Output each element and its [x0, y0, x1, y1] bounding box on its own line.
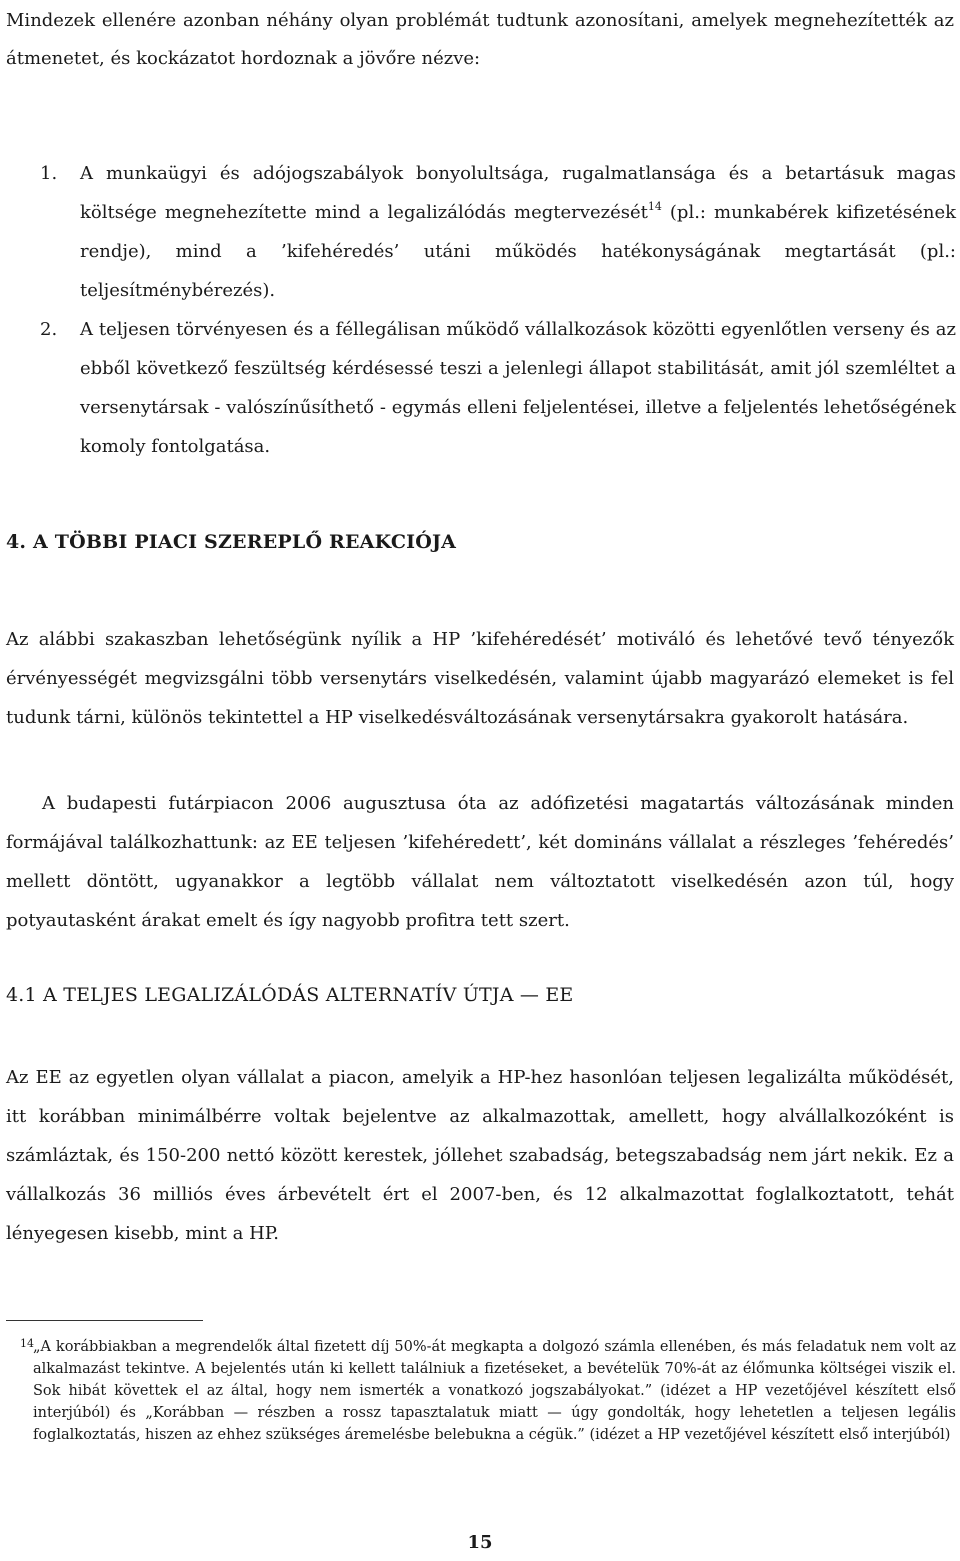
list-item-number: 1.	[40, 163, 58, 184]
list-item	[40, 154, 956, 310]
intro-paragraph: Mindezek ellenére azonban néhány olyan problémát tudtunk azonosítani, amelyek megnehezítették az átmenetet, és kockázatot hordoznak a jövőre nézve:	[6, 10, 954, 69]
body-paragraph: A budapesti futárpiacon 2006 augusztusa óta az adófizetési magatartás változásának minden formájával találkozhattunk: az EE teljesen ’kifehéredett’, két domináns vállalat a részleges ’fehéredés’ mellett döntött, ugyanakkor a legtöbb vállalat nem változtatott viselkedésén azon túl, hogy potyautasként árakat emelt és így nagyobb profitra tett szert.	[6, 793, 954, 931]
footnote-divider	[6, 1320, 203, 1321]
section-heading: 4. A TÖBBI PIACI SZEREPLŐ REAKCIÓJA	[6, 531, 457, 553]
body-paragraph: Az alábbi szakaszban lehetőségünk nyílik a HP ’kifehéredését’ motiváló és lehetővé tevő tényezők érvényességét megvizsgálni több versenytárs viselkedésén, valamint újabb magyarázó elemeket is fel tudunk tárni, különös tekintettel a HP viselkedésváltozásának versenytársakra gyakorolt hatására.	[6, 629, 954, 728]
footnote-text: „A korábbiakban a megrendelők által fizetett díj 50%-át megkapta a dolgozó számla ellenében, és más feladatuk nem volt az alkalmazást tekintve. A bejelentés után ki kellett találniuk a fizetéseket, a bevételük 70%-át az élőmunka költségei viszik el. Sok hibát követtek el az által, hogy nem ismerték a vonatkozó jogszabályokat.” (idézet a HP vezetőjével készített első interjúból) és „Korábban — részben a rossz tapasztalatuk miatt — úgy gondolták, hogy lehetetlen a teljesen legális foglalkoztatás, hiszen az ehhez szükséges áremelésbe belebukna a cégük.” (idézet a HP vezetőjével készített első interjúból)	[33, 1339, 956, 1443]
body-paragraph: Az EE az egyetlen olyan vállalat a piacon, amelyik a HP-hez hasonlóan teljesen legalizálta működését, itt korábban minimálbérre voltak bejelentve az alkalmazottak, amellett, hogy alvállalkozóként is számláztak, és 150-200 nettó között kerestek, jóllehet szabadság, betegszabadság nem járt nekik. Ez a vállalkozás 36 milliós éves árbevételt ért el 2007-ben, és 12 alkalmazottat foglalkoztatott, tehát lényegesen kisebb, mint a HP.	[6, 1067, 954, 1244]
list-item-text-continued: (pl.: munkabérek kifizetésének rendje), mind a ’kifehéredés’ utáni működés hatékonyságának megtartását (pl.: teljesítménybérezés).	[80, 202, 957, 301]
footnote	[6, 1336, 956, 1446]
list-item	[40, 310, 956, 466]
footnote-mark: 14	[20, 1337, 34, 1350]
list-item-number: 2.	[40, 319, 58, 340]
problem-list	[40, 154, 956, 466]
list-item-text: A munkaügyi és adójogszabályok bonyolultsága, rugalmatlansága és a betartásuk magas költsége megnehezítette mind a legalizálódás megtervezését	[80, 163, 956, 223]
page-number: 15	[467, 1532, 493, 1553]
list-item-text: A teljesen törvényesen és a féllegálisan működő vállalkozások közötti egyenlőtlen verseny és az ebből következő feszültség kérdésessé teszi a jelenlegi állapot stabilitását, amit jól szemléltet a versenytársak - valószínűsíthető - egymás elleni feljelentései, illetve a feljelentés lehetőségének komoly fontolgatása.	[80, 319, 956, 457]
subsection-heading: 4.1 A TELJES LEGALIZÁLÓDÁS ALTERNATÍV ÚTJA — EE	[6, 984, 574, 1006]
footnote-reference: 14	[647, 200, 662, 213]
